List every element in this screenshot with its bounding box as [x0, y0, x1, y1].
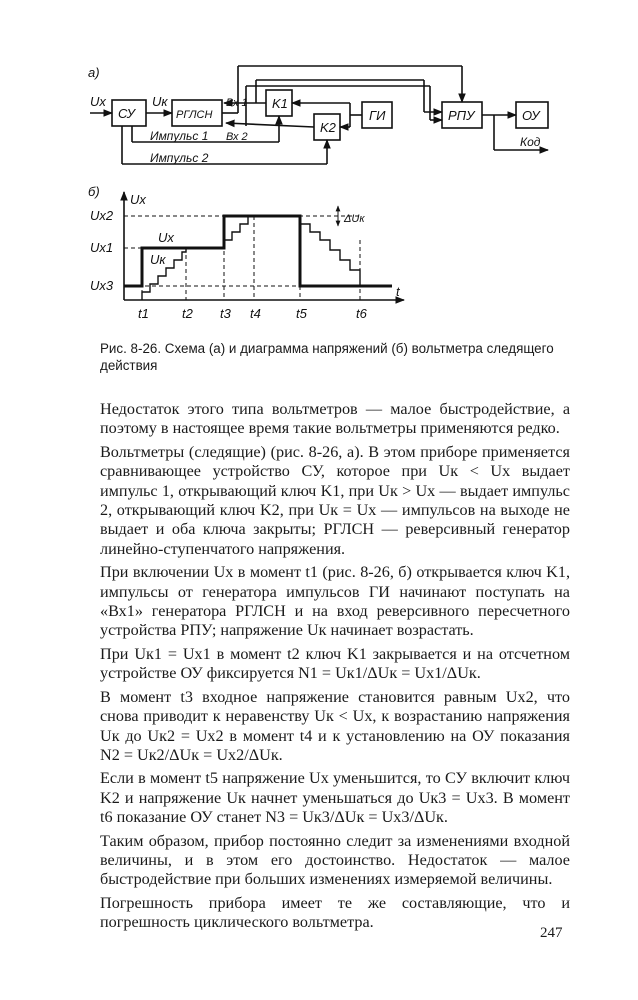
block-ou-label: ОУ — [522, 108, 540, 123]
curve-uk-label: Uк — [150, 252, 166, 267]
level-ux2: Ux2 — [90, 208, 114, 223]
paragraph: Недостаток этого типа вольтметров — малое быстродействие, а поэтому в настоящее время такие вольтметры применяются редко. — [100, 400, 570, 438]
delta-label: ΔUк — [344, 213, 365, 225]
signal-kod: Код — [520, 135, 541, 149]
block-rpu-label: РПУ — [448, 108, 475, 123]
paragraph: Погрешность прибора имеет те же составляющие, что и погрешность циклического вольтметра. — [100, 893, 570, 932]
figure-caption: Рис. 8-26. Схема (а) и диаграмма напряжений (б) вольтметра следящего действия — [100, 341, 554, 373]
block-rglsn-label: РГЛСН — [176, 109, 213, 121]
time-t2: t2 — [182, 306, 193, 321]
time-t5: t5 — [296, 306, 307, 321]
paragraph: Вольтметры (следящие) (рис. 8-26, а). В этом приборе применяется сравнивающее устройство СУ, которое при Uк < Ux выдает импульс 1, открывающий ключ K1, при Uк > Ux — выдает импульс 2, открывающий ключ K2, при Uк = Ux — импульсов на выходе не выдает и оба ключа закрыты; РГЛСН — реверсивный генератор линейно-ступенчатого напряжения. — [100, 442, 570, 558]
paragraph: В момент t3 входное напряжение становится равным Ux2, что снова приводит к неравенству Uк < Ux, к возрастанию напряжения Uк до Uк2 = Ux2 в момент t4 и к установлению на ОУ показания N2 = Uк2/ΔUк = Ux2/ΔUк. — [100, 687, 570, 764]
axis-x-label: t — [396, 284, 400, 299]
block-su-label: СУ — [118, 106, 135, 121]
block-k2-label: K2 — [320, 120, 336, 135]
signal-impulse2: Импульс 2 — [150, 151, 209, 165]
paragraph: Если в момент t5 напряжение Ux уменьшится, то СУ включит ключ K2 и напряжение Uк начнет уменьшаться до Uк3 = Ux3. В момент t6 показание ОУ станет N3 = Uк3/ΔUк = Ux3/ΔUк. — [100, 769, 570, 827]
axis-y-label: Ux — [130, 192, 146, 207]
time-t4: t4 — [250, 306, 261, 321]
paragraph: При включении Ux в момент t1 (рис. 8-26, б) открывается ключ K1, импульсы от генератора импульсов ГИ начинают поступать на «Вх1» генератора РГЛСН и на вход реверсивного пересчетного устройства РПУ; напряжение Uк начинает возрастать. — [100, 563, 570, 640]
curve-ux-label: Ux — [158, 230, 174, 245]
time-t1: t1 — [138, 306, 149, 321]
body-text — [100, 400, 570, 937]
figure-8-26 — [0, 0, 638, 340]
signal-vx2: Вх 2 — [226, 131, 248, 143]
paragraph: При Uк1 = Ux1 в момент t2 ключ K1 закрывается и на отсчетном устройстве ОУ фиксируется N1 = Uк1/ΔUк = Ux1/ΔUк. — [100, 644, 570, 683]
block-gi-label: ГИ — [369, 108, 386, 123]
time-t6: t6 — [356, 306, 367, 321]
time-t3: t3 — [220, 306, 231, 321]
label-b: б) — [88, 184, 100, 199]
paragraph: Таким образом, прибор постоянно следит за изменениями входной величины, и в этом его достоинство. Недостаток — малое быстродействие при больших изменениях измеряемой величины. — [100, 831, 570, 889]
block-k1-label: K1 — [272, 96, 288, 111]
signal-uk: Uк — [152, 94, 168, 109]
level-ux3: Ux3 — [90, 278, 114, 293]
level-ux1: Ux1 — [90, 240, 114, 255]
page-number: 247 — [540, 925, 563, 941]
signal-vx1: Вх 1 — [226, 97, 248, 109]
signal-impulse1: Импульс 1 — [150, 129, 209, 143]
label-a: а) — [88, 65, 100, 80]
signal-ux-in: Ux — [90, 94, 106, 109]
